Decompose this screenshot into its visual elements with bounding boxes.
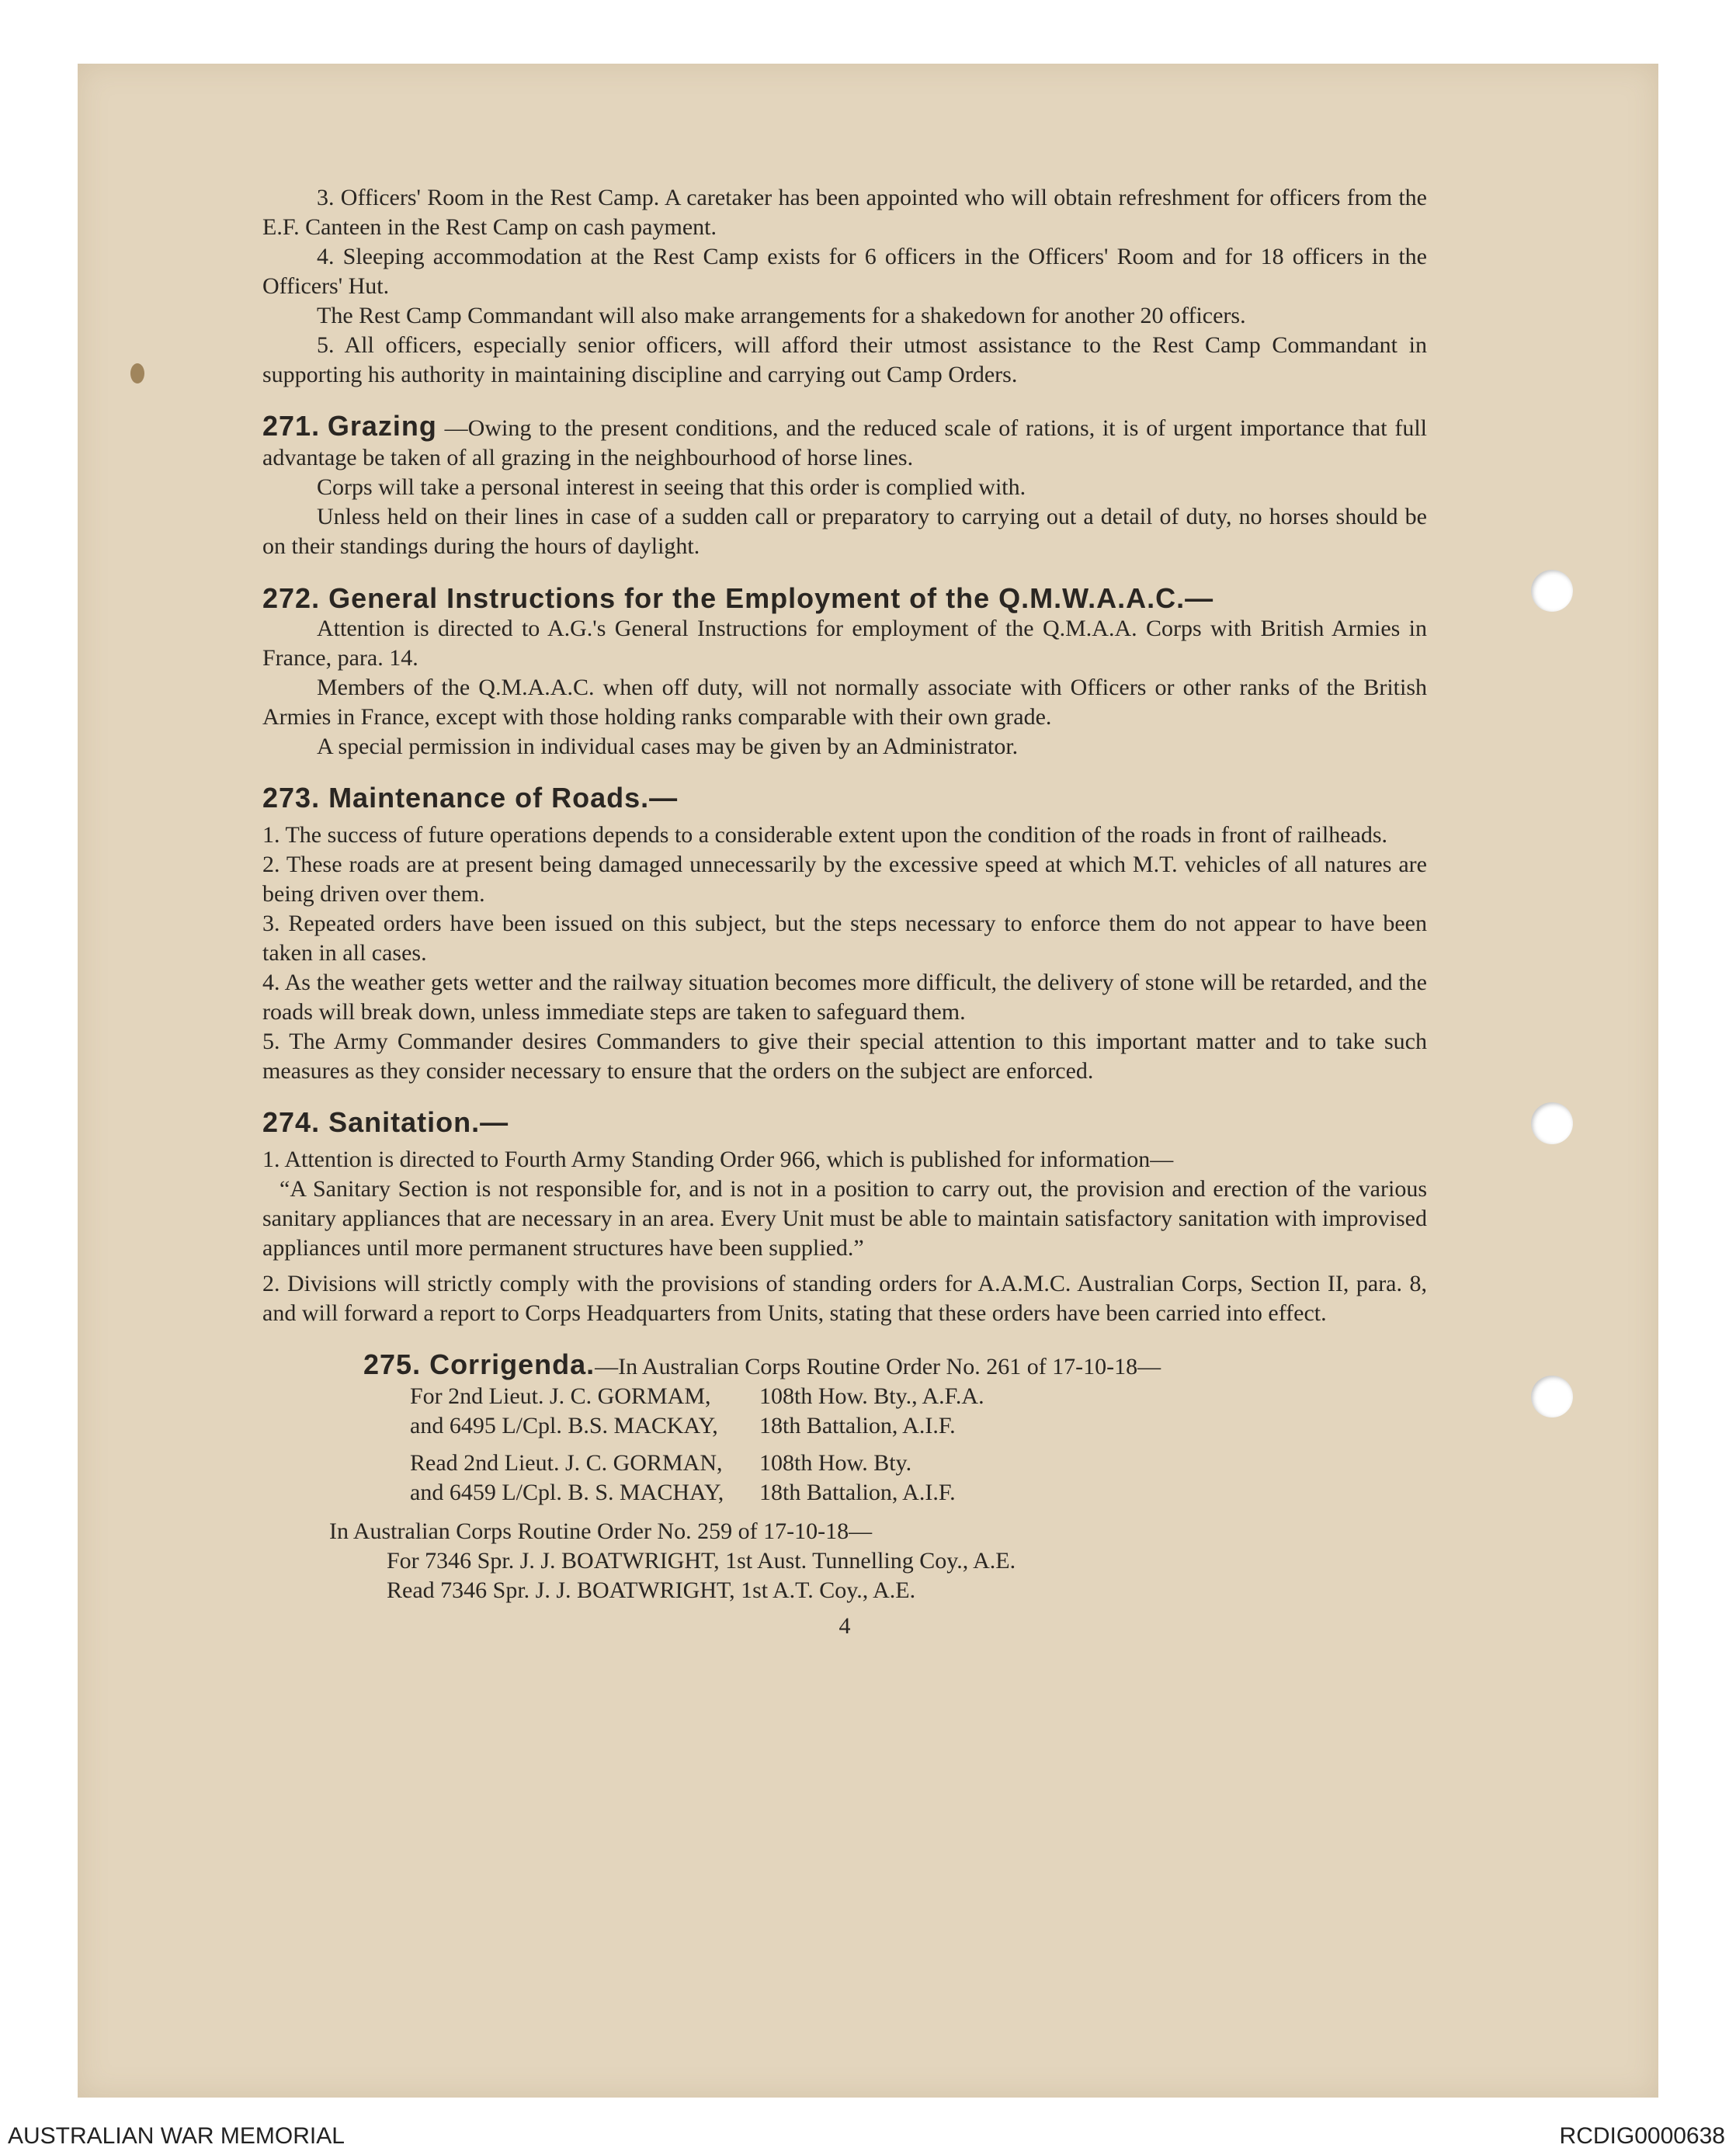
corrigenda-unit: 108th How. Bty., A.F.A.	[759, 1383, 984, 1409]
paragraph: Members of the Q.M.A.A.C. when off duty, will not normally associate with Officers or other ranks of the British Armies in France, except with those holding ranks comparable with their own grade.	[262, 675, 1427, 730]
paragraph: 5. All officers, especially senior officers, will afford their utmost assistance to the Rest Camp Commandant in supporting his authority in maintaining discipline and carrying out Camp Orders.	[262, 332, 1427, 387]
corrigenda-line: Read 7346 Spr. J. J. BOATWRIGHT, 1st A.T. Coy., A.E.	[387, 1577, 916, 1603]
section-271	[262, 411, 1427, 561]
paragraph: 2. Divisions will strictly comply with the provisions of standing orders for A.A.M.C. Australian Corps, Section II, para. 8, and will forward a report to Corps Headquarters from Units, stating that these orders have been carried into effect.	[262, 1271, 1427, 1326]
archive-id: RCDIG0000638	[1559, 2123, 1725, 2149]
paragraph: 3. Officers' Room in the Rest Camp. A caretaker has been appointed who will obtain refreshment for officers from the E.F. Canteen in the Rest Camp on cash payment.	[262, 185, 1427, 240]
section-title: 273. Maintenance of Roads.—	[262, 782, 679, 814]
paragraph: Attention is directed to A.G.'s General Instructions for employment of the Q.M.A.A. Corps with British Armies in France, para. 14.	[262, 616, 1427, 671]
section-number: 271.	[262, 410, 321, 442]
section-272	[262, 583, 1427, 762]
list-item: 4. As the weather gets wetter and the railway situation becomes more difficult, the delivery of stone will be retarded, and the roads will break down, unless immediate steps are taken to safeguard them.	[262, 970, 1427, 1025]
corrigenda-unit: 18th Battalion, A.I.F.	[759, 1413, 956, 1438]
paragraph: 4. Sleeping accommodation at the Rest Camp exists for 6 officers in the Officers' Room and for 18 officers in the Officers' Hut.	[262, 244, 1427, 299]
punch-hole	[1531, 1102, 1573, 1144]
list-item: 3. Repeated orders have been issued on this subject, but the steps necessary to enforce them do not appear to have been taken in all cases.	[262, 911, 1427, 966]
section-title: 275. Corrigenda.	[363, 1348, 595, 1380]
list-item: 1. The success of future operations depends to a considerable extent upon the condition of the roads in front of railheads.	[262, 822, 1388, 848]
paragraph: —In Australian Corps Routine Order No. 261 of 17-10-18—	[595, 1354, 1161, 1379]
section-title: 272. General Instructions for the Employment of the Q.M.W.A.A.C.—	[262, 582, 1214, 614]
paragraph: 1. Attention is directed to Fourth Army Standing Order 966, which is published for information—	[262, 1147, 1174, 1172]
paragraph: The Rest Camp Commandant will also make arrangements for a shakedown for another 20 officers.	[317, 303, 1246, 328]
paragraph: A special permission in individual cases may be given by an Administrator.	[317, 734, 1019, 759]
quotation: “A Sanitary Section is not responsible for, and is not in a position to carry out, the provision and erection of the various sanitary appliances that are necessary in an area. Every Unit must be able to maintain satisfactory sanitation with improvised appliances until more permanent structures have been supplied.”	[262, 1176, 1427, 1261]
archive-credit: AUSTRALIAN WAR MEMORIAL	[8, 2123, 345, 2149]
section-title: 274. Sanitation.—	[262, 1106, 509, 1138]
corrigenda-name: and 6495 L/Cpl. B.S. MACKAY,	[410, 1413, 718, 1438]
corrigenda-name: Read 2nd Lieut. J. C. GORMAN,	[410, 1450, 723, 1476]
paragraph: Unless held on their lines in case of a sudden call or preparatory to carrying out a detail of duty, no horses should be on their standings during the hours of daylight.	[262, 504, 1427, 559]
corrigenda-line: For 7346 Spr. J. J. BOATWRIGHT, 1st Aust. Tunnelling Coy., A.E.	[387, 1548, 1016, 1574]
section-title: Grazing	[327, 410, 437, 442]
corrigenda-name: and 6459 L/Cpl. B. S. MACHAY,	[410, 1480, 724, 1505]
list-item: 5. The Army Commander desires Commanders to give their special attention to this important matter and to take such measures as they consider necessary to ensure that the orders on the subject are enforced.	[262, 1029, 1427, 1084]
corrigenda-unit: 108th How. Bty.	[759, 1450, 912, 1476]
section-274	[262, 1108, 1427, 1328]
punch-hole	[1531, 1376, 1573, 1418]
paragraph: Corps will take a personal interest in seeing that this order is complied with.	[317, 474, 1026, 500]
document-body	[262, 183, 1427, 1664]
page-number: 4	[838, 1613, 851, 1639]
section-270-continued	[262, 183, 1427, 390]
paragraph: In Australian Corps Routine Order No. 259 of 17-10-18—	[329, 1518, 873, 1544]
stain-mark	[130, 363, 144, 383]
corrigenda-row	[262, 1449, 1427, 1478]
corrigenda-row	[262, 1478, 1427, 1508]
corrigenda-row	[262, 1382, 1427, 1411]
corrigenda-name: For 2nd Lieut. J. C. GORMAM,	[410, 1383, 711, 1409]
section-275	[262, 1350, 1427, 1605]
list-item: 2. These roads are at present being damaged unnecessarily by the excessive speed at which M.T. vehicles of all natures are being driven over them.	[262, 852, 1427, 907]
section-273	[262, 783, 1427, 1086]
corrigenda-row	[262, 1411, 1427, 1441]
paragraph: —Owing to the present conditions, and the reduced scale of rations, it is of urgent importance that full advantage be taken of all grazing in the neighbourhood of horse lines.	[262, 415, 1427, 470]
punch-hole	[1531, 570, 1573, 612]
corrigenda-unit: 18th Battalion, A.I.F.	[759, 1480, 956, 1505]
